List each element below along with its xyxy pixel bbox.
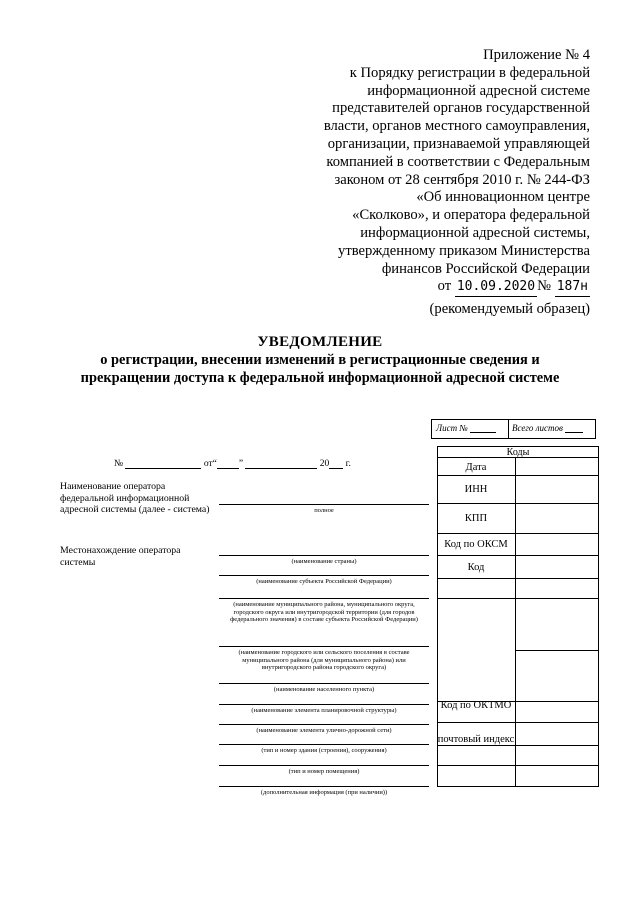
code-date-label: Дата [465,462,487,473]
municipal-field[interactable] [219,598,429,599]
code-kpp-label: КПП [464,513,488,524]
quote-open: “ [212,459,217,469]
road-field[interactable] [219,724,429,725]
document-subtitle-line-2: прекращении доступа к федеральной информационной адресной системе [80,370,560,386]
notice-year-field[interactable] [329,459,343,469]
order-prefix: от [437,278,452,295]
building-field[interactable] [219,744,429,745]
locality-field[interactable] [219,683,429,684]
planning-field[interactable] [219,704,429,705]
codes-header: Коды [506,447,530,458]
caption-room: (тип и номер помещения) [288,768,360,775]
appendix-line: «Сколково», и оператора федеральной [352,207,590,224]
notice-month-field[interactable] [245,459,317,469]
caption-building: (тип и номер здания (строения), сооружения) [261,747,387,754]
country-field[interactable] [219,555,429,556]
quote-close: ” [238,459,244,469]
caption-planning: (наименование элемента планировочной структуры) [251,707,397,714]
appendix-line: Приложение № 4 [483,47,590,63]
operator-name-label: Наименование оператора федеральной информационной адресной системы (далее - система) [60,481,210,515]
caption-settlement: (наименование городского или сельского поселения в составе муниципального района (для муниципального района) или внутригородского района городского округа) [238,649,410,671]
order-number: 187н [555,278,590,297]
order-number-sign: № [537,278,552,295]
code-postal-label: почтовый индекс [437,734,515,745]
appendix-line: к Порядку регистрации в федеральной [349,64,590,81]
caption-full: полное [314,507,334,514]
recommended-sample-note: (рекомендуемый образец) [429,301,590,317]
appendix-line: законом от 28 сентября 2010 г. № 244-ФЗ [334,171,590,188]
sheet-number-label: Лист № [436,423,468,433]
operator-location-label: Местонахождение оператора системы [60,545,181,568]
document-title: УВЕДОМЛЕНИЕ [257,334,383,350]
appendix-line: «Об инновационном центре [416,189,590,206]
code-oksm-label: Код по ОКСМ [444,539,508,550]
appendix-line: информационной адресной системе [367,82,590,99]
caption-country: (наименование страны) [291,558,357,565]
codes-table [437,446,599,787]
document-subtitle-line-1: о регистрации, внесении изменений в регистрационные сведения и [100,352,540,368]
total-sheets-label: Всего листов [512,423,563,433]
notice-number-sign: № [114,459,124,469]
caption-subject: (наименование субъекта Российской Федерации) [256,578,392,585]
year-prefix: 20 [319,459,330,469]
appendix-line: компанией в соответствии с Федеральным [326,153,590,170]
notice-day-field[interactable] [217,459,239,469]
caption-locality: (наименование населенного пункта) [273,686,375,693]
subject-field[interactable] [219,575,429,576]
year-suffix: г. [345,459,351,469]
notice-number-field[interactable] [125,459,201,469]
appendix-line: представителей органов государственной [332,100,590,117]
sheet-number-field[interactable] [436,423,496,433]
appendix-line: информационной адресной системы, [360,224,590,241]
appendix-line: утвержденному приказом Министерства [338,242,590,259]
notice-date-from: от [203,459,213,469]
room-field[interactable] [219,765,429,766]
caption-municipal: (наименование муниципального района, муниципального округа, городского округа или внутригородской территории (для городов федерального значения) в составе субъекта Российской Федерации) [230,601,418,623]
caption-additional: (дополнительная информация (при наличии)) [260,789,388,796]
order-reference [260,278,590,297]
notice-number-line [114,459,351,469]
appendix-line: организации, признаваемой управляющей [327,135,590,152]
appendix-line: финансов Российской Федерации [381,260,590,277]
additional-info-field[interactable] [219,786,429,787]
total-sheets-field[interactable] [512,423,583,433]
caption-road: (наименование элемента улично-дорожной сети) [256,727,392,734]
code-oktmo-label: Код по ОКТМО [440,700,512,711]
appendix-block [260,47,590,297]
settlement-field[interactable] [219,646,429,647]
sheet-counter-box [431,419,596,439]
code-inn-label: ИНН [464,484,488,495]
code-label: Код [467,562,485,573]
appendix-line: власти, органов местного самоуправления, [323,118,590,135]
operator-name-field[interactable] [219,504,429,505]
order-date: 10.09.2020 [455,278,537,297]
